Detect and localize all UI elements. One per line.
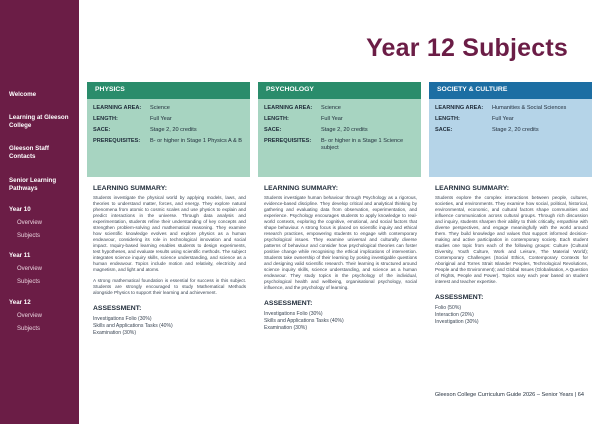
- info-row-learning-area: [93, 105, 250, 112]
- info-value: Full Year: [321, 116, 343, 122]
- assessment-item: Investigations Folio (30%): [264, 311, 323, 317]
- assessment-item: Skills and Applications Tasks (40%): [93, 323, 173, 329]
- assessment-heading: ASSESSMENT:: [264, 300, 313, 307]
- assessment-item: Investigations Folio (30%): [93, 316, 152, 322]
- nav-year-11[interactable]: Year 11: [9, 252, 31, 259]
- info-row-length: [435, 116, 592, 123]
- info-label: LEARNING AREA:: [264, 105, 313, 111]
- subject-info-panel: [258, 99, 421, 177]
- subject-column-psychology: [258, 82, 421, 332]
- info-label: LEARNING AREA:: [93, 105, 142, 111]
- nav-year-11-overview[interactable]: Overview: [17, 266, 43, 272]
- info-value: Full Year: [492, 116, 514, 122]
- info-row-length: [93, 116, 250, 123]
- info-label: LENGTH:: [435, 116, 460, 122]
- learning-summary-heading: LEARNING SUMMARY:: [93, 185, 168, 192]
- info-row-prerequisites: [264, 138, 421, 152]
- nav-year-12-subjects[interactable]: Subjects: [17, 326, 41, 332]
- assessment-heading: ASSESSMENT:: [93, 305, 142, 312]
- info-label: SACE:: [435, 127, 453, 133]
- subject-info-panel: [87, 99, 250, 177]
- info-label: SACE:: [93, 127, 111, 133]
- info-label: SACE:: [264, 127, 282, 133]
- subject-body: [258, 177, 421, 332]
- info-label: PREREQUISITES:: [264, 138, 312, 144]
- info-value: Stage 2, 20 credits: [321, 127, 368, 133]
- info-row-length: [264, 116, 421, 123]
- subject-info-panel: [429, 99, 592, 177]
- subject-header: SOCIETY & CULTURE: [429, 82, 592, 99]
- info-value: Science: [150, 105, 170, 111]
- sidebar: [0, 0, 79, 424]
- nav-year-10-overview[interactable]: Overview: [17, 220, 43, 226]
- subject-header: PHYSICS: [87, 82, 250, 99]
- assessment-item: Skills and Applications Tasks (40%): [264, 318, 344, 324]
- assessment-item: Folio (50%): [435, 305, 462, 311]
- learning-summary-text: Students explore the complex interactions between people, cultures, societies, and environments. They examine how social, political, historical, environmental, economic, and cultural factors shape communities and influence communication across cultural groups. Through rich discussion and inquiry, students sharpen their ability to think critically, empathise with diverse perspectives, and engage meaningfully with the world around them. They build knowledge and values that support informed decision-making and active participation in contemporary society. Each student studies one topic from each of the following groups: Culture (Cultural Diversity, Youth Culture, Work and Leisure, The Material World); Contemporary Challenges (Social Ethics, Contemporary Contexts for Aboriginal and Torres Strait Islander Peoples, Technological Revolutions, People and the Environment); and Global Issues (Globalisation, A Question of Rights, People and Power). Topics vary each year based on student interest and teacher expertise.: [435, 195, 588, 284]
- nav-staff-contacts[interactable]: Gleeson Staff Contacts: [9, 145, 49, 160]
- info-label: LEARNING AREA:: [435, 105, 484, 111]
- nav-year-11-subjects[interactable]: Subjects: [17, 279, 41, 285]
- nav-year-10[interactable]: Year 10: [9, 206, 31, 213]
- info-label: PREREQUISITES:: [93, 138, 141, 144]
- learning-summary-text: Students investigate the physical world by applying models, laws, and theories to understand matter, forces, and energy. They explore natural phenomena from atomic to cosmic scales and use physics to explain and predict interactions in the universe. Through data analysis and experimentation, students refine their understanding of key concepts and strengthen problem-solving and mathematical reasoning. They examine how scientific knowledge evolves and explore physics as a human endeavour, considering its role in technological innovation and social impact. Inquiry-based learning enables students to design experiments, test hypotheses, and evaluate results using scientific methods. The subject integrates science inquiry skills, science understanding, and science as a human endeavour. Topics include motion and relativity, electricity and magnetism, and light and atoms.: [93, 195, 246, 272]
- info-row-sace: [93, 127, 250, 134]
- info-row-sace: [435, 127, 592, 134]
- info-value: B- or higher in a Stage 1 Science subject: [321, 138, 404, 151]
- info-value: Full Year: [150, 116, 172, 122]
- info-value: Stage 2, 20 credits: [150, 127, 197, 133]
- learning-summary-heading: LEARNING SUMMARY:: [264, 185, 339, 192]
- assessment-item: Examination (30%): [264, 325, 308, 331]
- subject-body: [87, 177, 250, 337]
- assessment-heading: ASSESSMENT:: [435, 294, 484, 301]
- info-value: Stage 2, 20 credits: [492, 127, 539, 133]
- subject-column-physics: [87, 82, 250, 337]
- info-label: LENGTH:: [93, 116, 118, 122]
- subject-column-society-culture: [429, 82, 592, 326]
- nav-learning-at-gleeson[interactable]: Learning at Gleeson College: [9, 114, 69, 129]
- info-value: Science: [321, 105, 341, 111]
- learning-summary-text-2: A strong mathematical foundation is essential for success in this subject. Students are strongly encouraged to study Mathematical Methods alongside Physics to support their learning and achievement.: [93, 278, 246, 295]
- learning-summary-heading: LEARNING SUMMARY:: [435, 185, 510, 192]
- nav-senior-learning-pathways[interactable]: Senior Learning Pathways: [9, 177, 57, 192]
- nav-year-12-overview[interactable]: Overview: [17, 313, 43, 319]
- nav-year-12[interactable]: Year 12: [9, 299, 31, 306]
- subject-header: PSYCHOLOGY: [258, 82, 421, 99]
- subject-body: [429, 177, 592, 326]
- learning-summary-text: Students investigate human behaviour through Psychology as a rigorous, evidence-based discipline. They develop critical and analytical thinking by gathering and evaluating data from observation, experimentation, and experience. Psychology encourages students to apply knowledge to real-world contexts, exploring the cognitive, emotional, and social factors that shape behaviour. A strong focus is placed on scientific inquiry and ethical research practices, empowering students to engage with contemporary psychological issues. They examine universal and culturally diverse patterns of behaviour and consider how psychological theories can foster positive change while recognising the ethical implications of intervention. Students take ownership of their learning by posing investigable questions and designing valid scientific research. Their learning is structured around science inquiry skills, science understanding, and science as a human endeavour. They study topics in the psychology of the individual, psychological health and wellbeing, organisational psychology, social influence, and the psychology of learning.: [264, 195, 417, 290]
- info-value: B- or higher in Stage 1 Physics A & B: [150, 138, 243, 144]
- info-row-learning-area: [264, 105, 421, 112]
- page-footer: Gleeson College Curriculum Guide 2026 – Senior Years | 64: [434, 392, 584, 398]
- info-label: LENGTH:: [264, 116, 289, 122]
- assessment-item: Interaction (20%): [435, 312, 474, 318]
- nav-year-10-subjects[interactable]: Subjects: [17, 233, 41, 239]
- info-row-sace: [264, 127, 421, 134]
- assessment-item: Investigation (30%): [435, 319, 479, 325]
- nav-welcome[interactable]: Welcome: [9, 91, 37, 98]
- assessment-item: Examination (30%): [93, 330, 137, 336]
- page-title: Year 12 Subjects: [366, 34, 568, 62]
- info-value: Humanities & Social Sciences: [492, 105, 567, 111]
- info-row-prerequisites: [93, 138, 250, 145]
- info-row-learning-area: [435, 105, 592, 112]
